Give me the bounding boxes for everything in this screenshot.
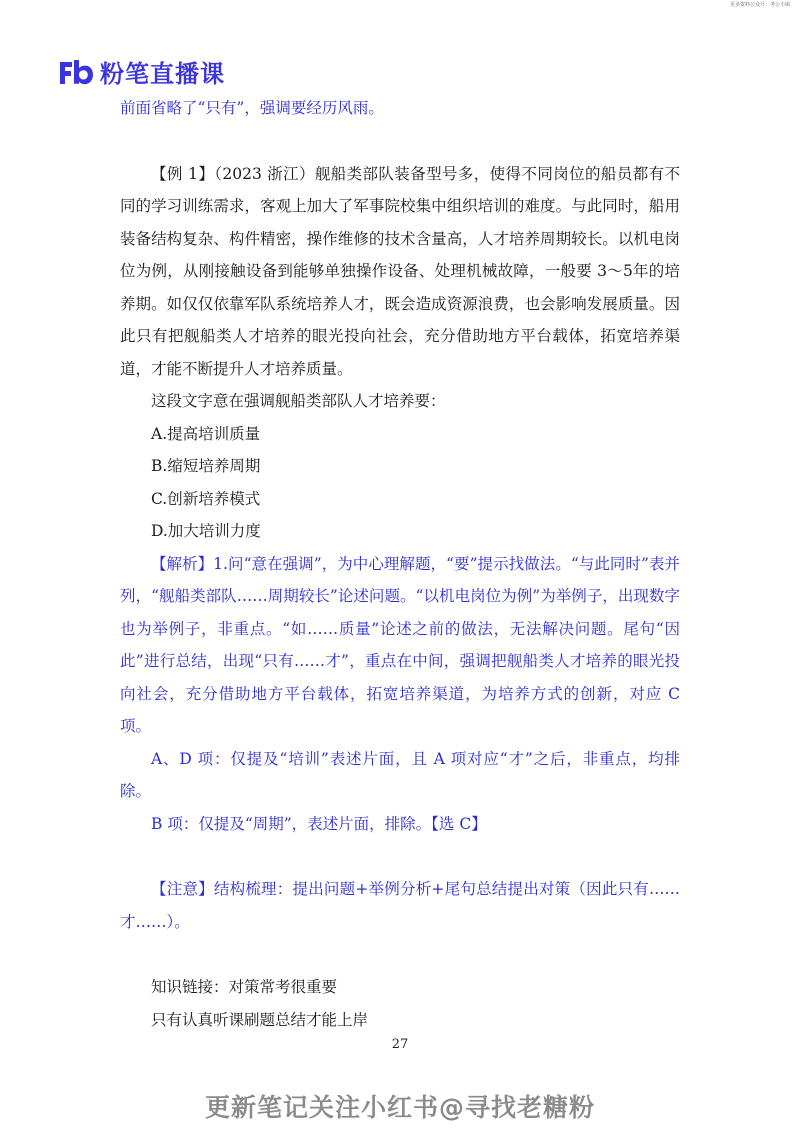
knowledge-link-2: 只有认真听课刷题总结才能上岸 bbox=[151, 1010, 369, 1029]
logo-text: 粉笔直播课 bbox=[100, 60, 225, 88]
analysis-paragraph: 【解析】1.问“意在强调”，为中心理解题，“要”提示找做法。“与此同时”表并列，“舰船类部队……周期较长”论述问题。“以机电岗位为例”为举例子，出现数字也为举例子，非重点。“如……质量”论述之前的做法，无法解决问题。尾句“因此”进行总结，出现“只有……才”，重点在中间，强调把舰船类人才培养的眼光投向社会，充分借助地方平台载体，拓宽培养渠道，为培养方式的创新，对应 C 项。 bbox=[120, 554, 680, 735]
option-d: D.加大培训力度 bbox=[151, 522, 261, 540]
brand-logo bbox=[58, 54, 225, 89]
option-b: B.缩短培养周期 bbox=[151, 457, 261, 475]
option-a: A.提高培训质量 bbox=[151, 424, 261, 443]
example-paragraph: 【例 1】（2023 浙江）舰船类部队装备型号多，使得不同岗位的船员都有不同的学习训练需求，客观上加大了军事院校集中组织培训的难度。与此同时，船用装备结构复杂、构件精密，操作维修的技术含量高，人才培养周期较长。以机电岗位为例，从刚接触设备到能够单独操作设备、处理机械故障，一般要 3～5年的培养期。如仅仅依靠军队系统培养人才，既会造成资源浪费，也会影响发展质量。因此只有把舰船类人才培养的眼光投向社会，充分借助地方平台载体，拓宽培养渠道，才能不断提升人才培养质量。 bbox=[120, 164, 680, 378]
b-option-note: B 项：仅提及“周期”，表述片面，排除。【选 C】 bbox=[151, 814, 487, 833]
option-c: C.创新培养模式 bbox=[151, 489, 261, 508]
page-number: 27 bbox=[391, 1037, 409, 1052]
notice-paragraph: 【注意】结构梳理：提出问题+举例分析+尾句总结提出对策（因此只有……才……）。 bbox=[120, 880, 680, 931]
document-body bbox=[120, 92, 680, 1036]
intro-line: 前面省略了“只有”，强调要经历风雨。 bbox=[120, 99, 384, 117]
footer-watermark: 更新笔记关注小红书@寻找老糖粉 bbox=[204, 1093, 595, 1122]
ad-option-note: A、D 项：仅提及“培训”表述片面，且 A 项对应“才”之后，非重点，均排除。 bbox=[120, 749, 680, 800]
question-stem: 这段文字意在强调舰船类部队人才培养要： bbox=[151, 392, 446, 410]
top-note: 更多资料公众号：考公小镇 bbox=[729, 2, 790, 8]
knowledge-link: 知识链接：对策常考很重要 bbox=[151, 978, 338, 996]
fenbi-fb-logo-icon bbox=[58, 58, 94, 86]
